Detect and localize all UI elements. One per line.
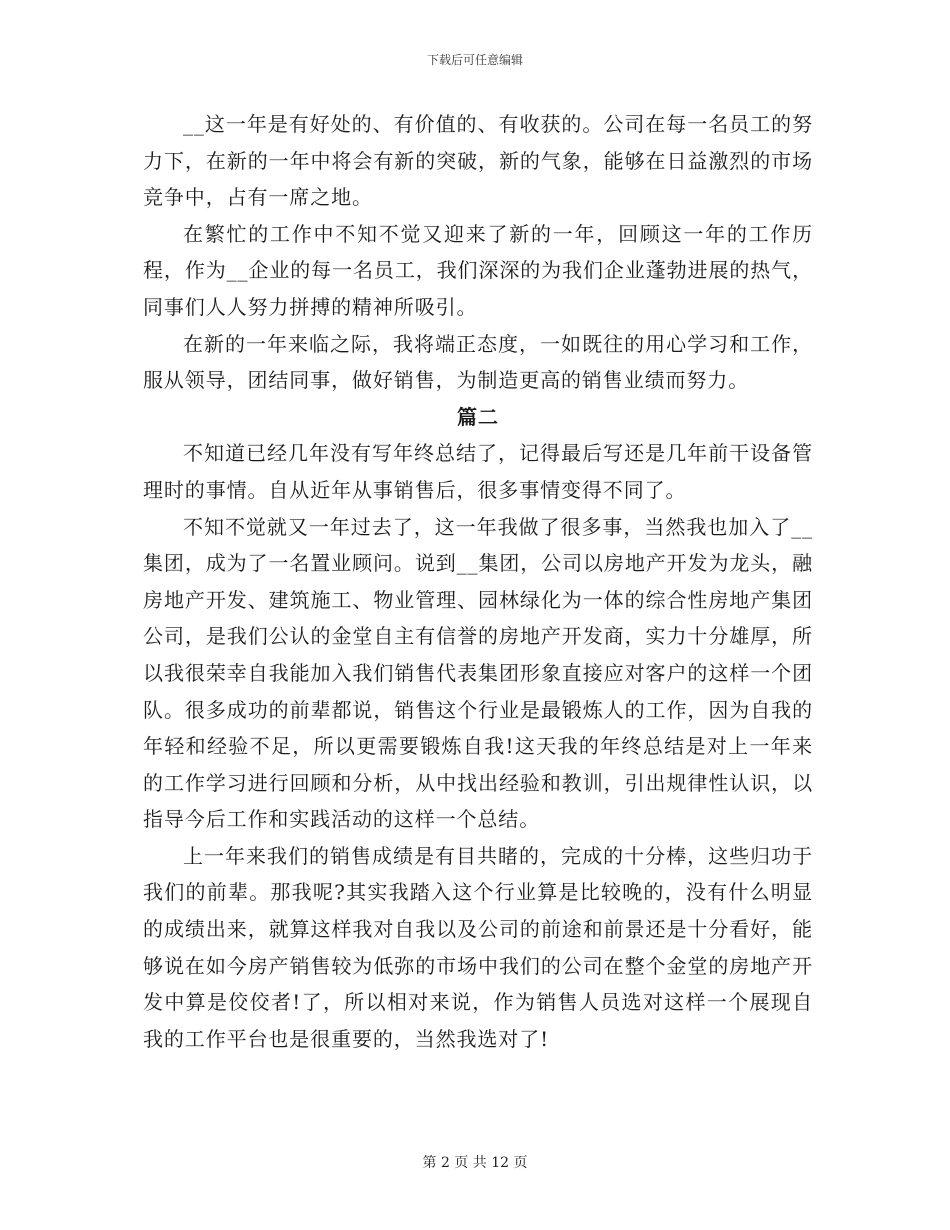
paragraph-4: 不知道已经几年没有写年终总结了，记得最后写还是几年前干设备管理时的事情。自从近年从事销售后，很多事情变得不同了。	[143, 441, 813, 502]
paragraph-2: 在繁忙的工作中不知不觉又迎来了新的一年，回顾这一年的工作历程，作为__企业的每一名员工，我们深深的为我们企业蓬勃进展的热气，同事们人人努力拼搏的精神所吸引。	[143, 221, 813, 319]
paragraph-5: 不知不觉就又一年过去了，这一年我做了很多事，当然我也加入了__集团，成为了一名置业顾问。说到__集团，公司以房地产开发为龙头，融房地产开发、建筑施工、物业管理、园林绿化为一体的综合性房地产集团公司，是我们公认的金堂自主有信誉的房地产开发商，实力十分雄厚，所以我很荣幸自我能加入我们销售代表集团形象直接应对客户的这样一个团队。很多成功的前辈都说，销售这个行业是最锻炼人的工作，因为自我的年轻和经验不足，所以更需要锻炼自我!这天我的年终总结是对上一年来的工作学习进行回顾和分析，从中找出经验和教训，引出规律性认识，以指导今后工作和实践活动的这样一个总结。	[143, 514, 813, 832]
paragraph-1: __这一年是有好处的、有价值的、有收获的。公司在每一名员工的努力下，在新的一年中将会有新的突破，新的气象，能够在日益激烈的市场竞争中，占有一席之地。	[143, 112, 813, 210]
paragraph-6: 上一年来我们的销售成绩是有目共睹的，完成的十分棒，这些归功于我们的前辈。那我呢?其实我踏入这个行业算是比较晚的，没有什么明显的成绩出来，就算这样我对自我以及公司的前途和前景还是十分看好，能够说在如今房产销售较为低弥的市场中我们的公司在整个金堂的房地产开发中算是佼佼者!了，所以相对来说，作为销售人员选对这样一个展现自我的工作平台也是很重要的，当然我选对了!	[143, 843, 813, 1051]
paragraph-3: 在新的一年来临之际，我将端正态度，一如既往的用心学习和工作，服从领导，团结同事，做好销售，为制造更高的销售业绩而努力。	[143, 331, 813, 393]
document-body	[143, 106, 813, 1057]
section-heading: 篇二	[457, 404, 499, 429]
page-header-note: 下载后可任意编辑	[426, 53, 523, 67]
page-number: 第 2 页 共 12 页	[422, 1155, 528, 1171]
